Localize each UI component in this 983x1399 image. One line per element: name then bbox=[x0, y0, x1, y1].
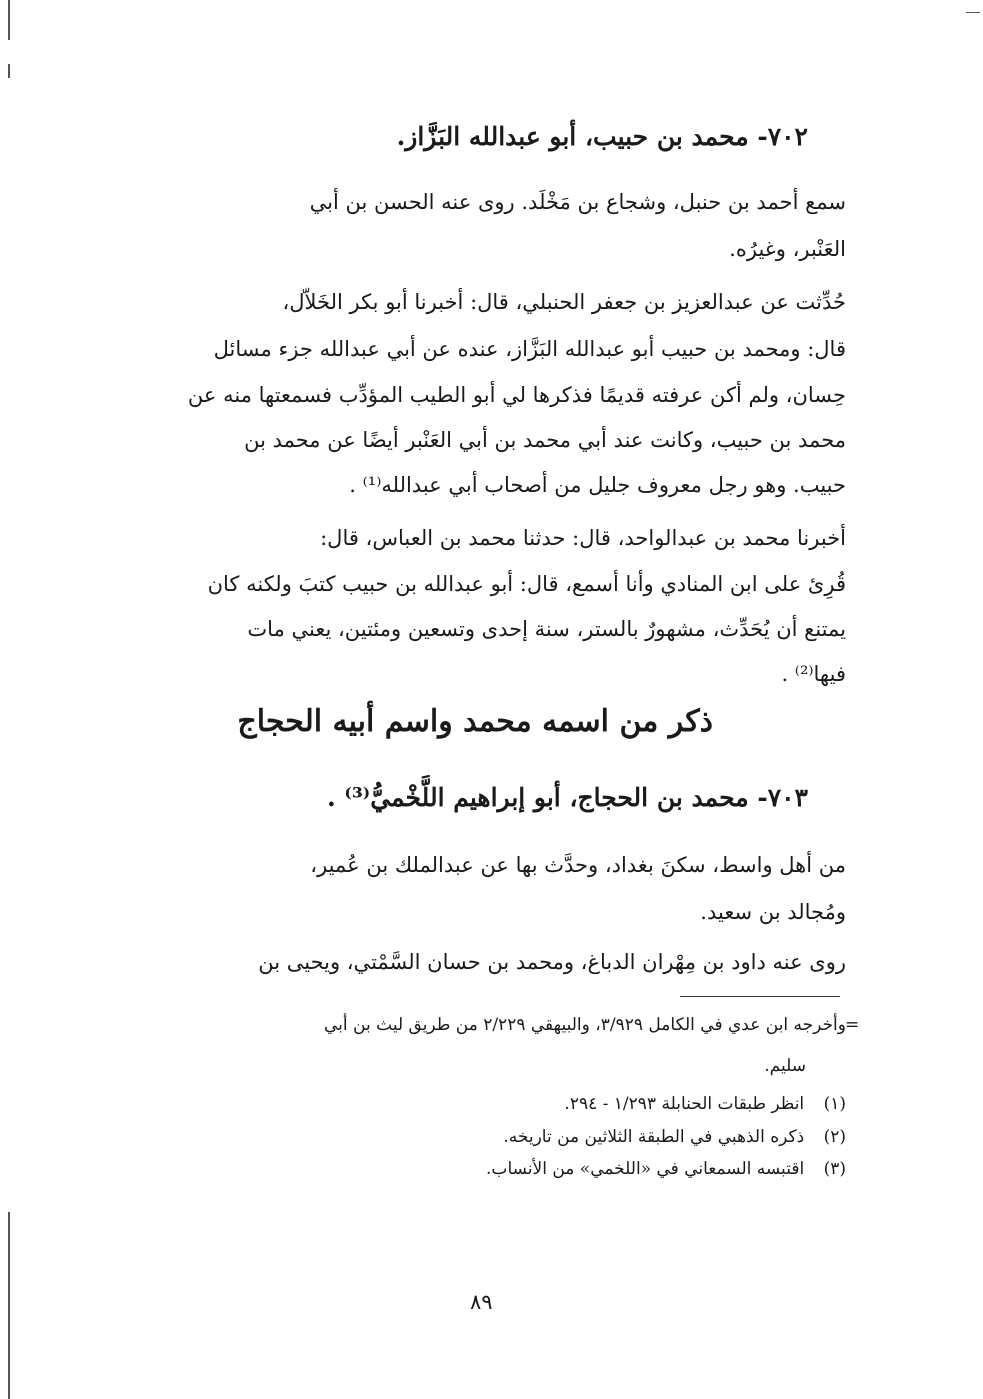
entry-702-para3-line: فيها⁽²⁾ . bbox=[781, 662, 846, 686]
scan-edge-mark bbox=[966, 12, 980, 13]
scan-edge-mark bbox=[8, 64, 10, 78]
entry-702-para2-line: حبيب. وهو رجل معروف جليل من أصحاب أبي عبدالله⁽¹⁾ . bbox=[349, 473, 846, 497]
footnote-continuation-line: سليم. bbox=[764, 1056, 806, 1076]
entry-702-para1-line: العَنْبر، وغيرُه. bbox=[729, 237, 846, 261]
footnote-text: ذكره الذهبي في الطبقة الثلاثين من تاريخه. bbox=[503, 1127, 805, 1147]
footnote-text: انظر طبقات الحنابلة ١/٢٩٣ - ٢٩٤. bbox=[564, 1094, 805, 1114]
scan-edge-mark bbox=[8, 0, 10, 40]
footnote-item bbox=[486, 1159, 846, 1179]
entry-703-para2-line: روى عنه داود بن مِهْران الدباغ، ومحمد بن حسان السَّمْتي، ويحيى بن bbox=[258, 950, 846, 974]
entry-702-para3-line: يمتنع أن يُحَدِّث، مشهورٌ بالستر، سنة إحدى وتسعين ومئتين، يعني مات bbox=[247, 617, 846, 641]
footnote-text: اقتبسه السمعاني في «اللخمي» من الأنساب. bbox=[486, 1159, 805, 1179]
entry-702-para2-line: قال: ومحمد بن حبيب أبو عبدالله البَزَّاز، عنده عن أبي عبدالله جزء مسائل bbox=[213, 337, 846, 361]
footnote-separator bbox=[680, 996, 840, 997]
entry-702-para3-line: أخبرنا محمد بن عبدالواحد، قال: حدثنا محمد بن العباس، قال: bbox=[320, 526, 846, 550]
footnote-number: (١) bbox=[823, 1094, 846, 1114]
footnote-number: (٣) bbox=[823, 1159, 846, 1179]
entry-702-heading: ٧٠٢- محمد بن حبيب، أبو عبدالله البَزَّاز. bbox=[396, 122, 808, 151]
footnote-continuation-marker: = bbox=[845, 1015, 860, 1035]
footnote-item bbox=[503, 1127, 846, 1147]
entry-703-heading: ٧٠٣- محمد بن الحجاج، أبو إبراهيم اللَّخْميُّ⁽³⁾ . bbox=[326, 783, 808, 812]
section-title: ذكر من اسمه محمد واسم أبيه الحجاج bbox=[237, 704, 713, 739]
page-number: ٨٩ bbox=[470, 1290, 493, 1314]
entry-703-para1-line: ومُجالد بن سعيد. bbox=[700, 900, 846, 924]
footnote-continuation-line: وأخرجه ابن عدي في الكامل ٣/٩٢٩، والبيهقي ٢/٢٢٩ من طريق ليث بن أبي bbox=[324, 1015, 846, 1035]
entry-702-para2-line: محمد بن حبيب، وكانت عند أبي محمد بن أبي العَنْبر أيضًا عن محمد بن bbox=[244, 428, 846, 452]
footnote-item bbox=[564, 1094, 846, 1114]
scan-edge-mark bbox=[8, 1212, 10, 1399]
footnote-number: (٢) bbox=[823, 1127, 846, 1147]
entry-703-para1-line: من أهل واسط، سكنَ بغداد، وحدَّث بها عن عبدالملك بن عُمير، bbox=[310, 853, 846, 877]
entry-702-para1-line: سمع أحمد بن حنبل، وشجاع بن مَخْلَد. روى عنه الحسن بن أبي bbox=[309, 190, 846, 214]
entry-702-para3-line: قُرِئ على ابن المنادي وأنا أسمع، قال: أبو عبدالله بن حبيب كتبَ ولكنه كان bbox=[207, 572, 846, 596]
entry-702-para2-line: حُدِّثت عن عبدالعزيز بن جعفر الحنبلي، قال: أخبرنا أبو بكر الخَلاّل، bbox=[282, 290, 846, 314]
entry-702-para2-line: حِسان، ولم أكن عرفته قديمًا فذكرها لي أبو الطيب المؤدِّب فسمعتها منه عن bbox=[187, 383, 846, 407]
